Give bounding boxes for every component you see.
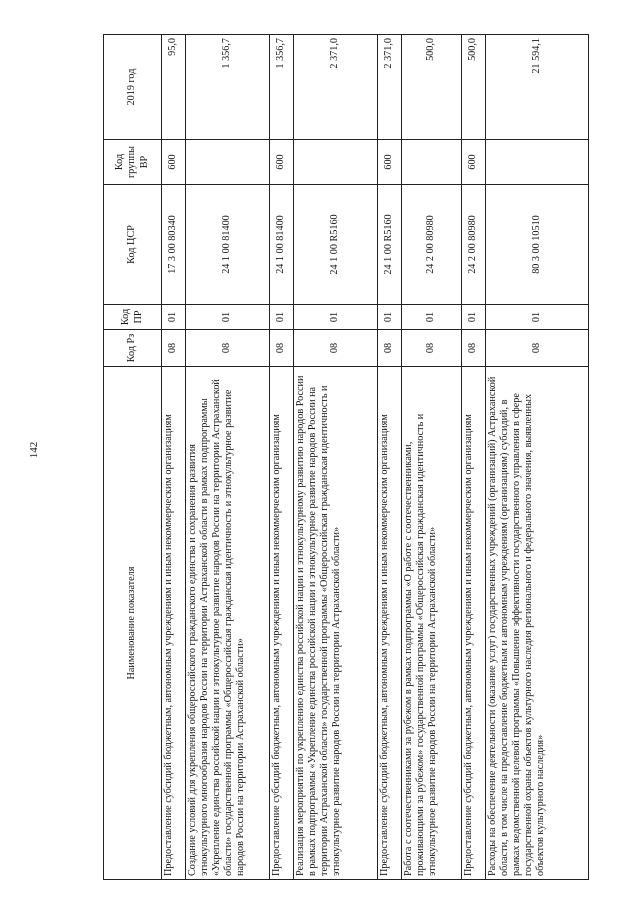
row-csr: 24 1 00 R5160 (294, 185, 378, 305)
row-name: Расходы на обеспечение деятельности (оказание услуг) государственных учреждений (организаций) Астраханской области, в том числе на предоставление бюджетным и автономным учреждениям (организациям) субсидий, в рамках ведомственной целевой программы «Повышение эффективности государственного управления в сфере государственной охраны объектов культурного наследия регионального и федерального значения, выявленных объектов культурного наследия» (486, 367, 589, 880)
row-value: 500,0 (462, 35, 486, 140)
row-vr (186, 140, 270, 185)
row-rz: 08 (378, 330, 402, 367)
row-vr: 600 (378, 140, 402, 185)
row-pr: 01 (462, 305, 486, 330)
row-pr: 01 (294, 305, 378, 330)
row-rz: 08 (162, 330, 186, 367)
row-pr: 01 (378, 305, 402, 330)
table-header-row (104, 35, 162, 880)
row-csr: 24 2 00 80980 (402, 185, 462, 305)
row-pr: 01 (486, 305, 589, 330)
row-value: 95,0 (162, 35, 186, 140)
table-row (402, 35, 462, 880)
row-vr: 600 (270, 140, 294, 185)
row-csr: 24 1 00 81400 (186, 185, 270, 305)
row-vr (294, 140, 378, 185)
row-csr: 24 1 00 R5160 (378, 185, 402, 305)
row-rz: 08 (294, 330, 378, 367)
row-rz: 08 (486, 330, 589, 367)
row-pr: 01 (162, 305, 186, 330)
row-name: Работа с соотечественниками за рубежом в рамках подпрограммы «О работе с соотечественниками, проживающими за рубежом» государственной программы «Общероссийская гражданская идентичность и этнокультурное развитие народов России на территории Астраханской области» (402, 367, 462, 880)
row-name: Реализация мероприятий по укреплению единства российской нации и этнокультурному развитию народов России в рамках подпрограммы «Укрепление единства российской нации и этнокультурное развитие народов России на территории Астраханской области» государственной программы «Общероссийская гражданская идентичность и этнокультурное развитие народов России на территории Астраханской области» (294, 367, 378, 880)
header-name: Наименование показателя (104, 367, 162, 880)
row-name: Предоставление субсидий бюджетным, автономным учреждениям и иным некоммерческим организациям (378, 367, 402, 880)
row-rz: 08 (270, 330, 294, 367)
row-pr: 01 (270, 305, 294, 330)
row-vr (486, 140, 589, 185)
row-vr: 600 (462, 140, 486, 185)
rotated-table-wrapper (103, 35, 588, 880)
row-name: Предоставление субсидий бюджетным, автономным учреждениям и иным некоммерческим организациям (270, 367, 294, 880)
row-vr (402, 140, 462, 185)
header-pr: Код ПР (104, 305, 162, 330)
row-vr: 600 (162, 140, 186, 185)
header-csr: Код ЦСР (104, 185, 162, 305)
row-value: 500,0 (402, 35, 462, 140)
header-year: 2019 год (104, 35, 162, 140)
row-name: Создание условий для укрепления общероссийского гражданского единства и сохранения развития этнокультурного многообразия народов России на территории Астраханской области в рамках подпрограммы «Укрепление единства российской нации и этнокультурное развитие народов России на территории Астраханской области» государственной программы «Общероссийская гражданская идентичность и этнокультурное развитие народов России на территории Астраханской области» (186, 367, 270, 880)
table-row (486, 35, 589, 880)
row-rz: 08 (186, 330, 270, 367)
budget-table (103, 34, 589, 880)
row-name: Предоставление субсидий бюджетным, автономным учреждениям и иным некоммерческим организациям (462, 367, 486, 880)
row-csr: 24 2 00 80980 (462, 185, 486, 305)
row-pr: 01 (186, 305, 270, 330)
table-row (186, 35, 270, 880)
table-row (294, 35, 378, 880)
table-row (162, 35, 186, 880)
header-vr: Код группы ВР (104, 140, 162, 185)
header-rz: Код Рз (104, 330, 162, 367)
row-pr: 01 (402, 305, 462, 330)
row-rz: 08 (402, 330, 462, 367)
row-value: 1 356,7 (186, 35, 270, 140)
row-rz: 08 (462, 330, 486, 367)
row-value: 21 594,1 (486, 35, 589, 140)
row-csr: 80 3 00 10510 (486, 185, 589, 305)
row-value: 2 371,0 (378, 35, 402, 140)
row-name: Предоставление субсидий бюджетным, автономным учреждениям и иным некоммерческим организациям (162, 367, 186, 880)
table-row (270, 35, 294, 880)
table-row (378, 35, 402, 880)
page-number: 142 (28, 441, 40, 459)
row-csr: 24 1 00 81400 (270, 185, 294, 305)
row-value: 2 371,0 (294, 35, 378, 140)
row-csr: 17 3 00 80340 (162, 185, 186, 305)
table-row (462, 35, 486, 880)
row-value: 1 356,7 (270, 35, 294, 140)
